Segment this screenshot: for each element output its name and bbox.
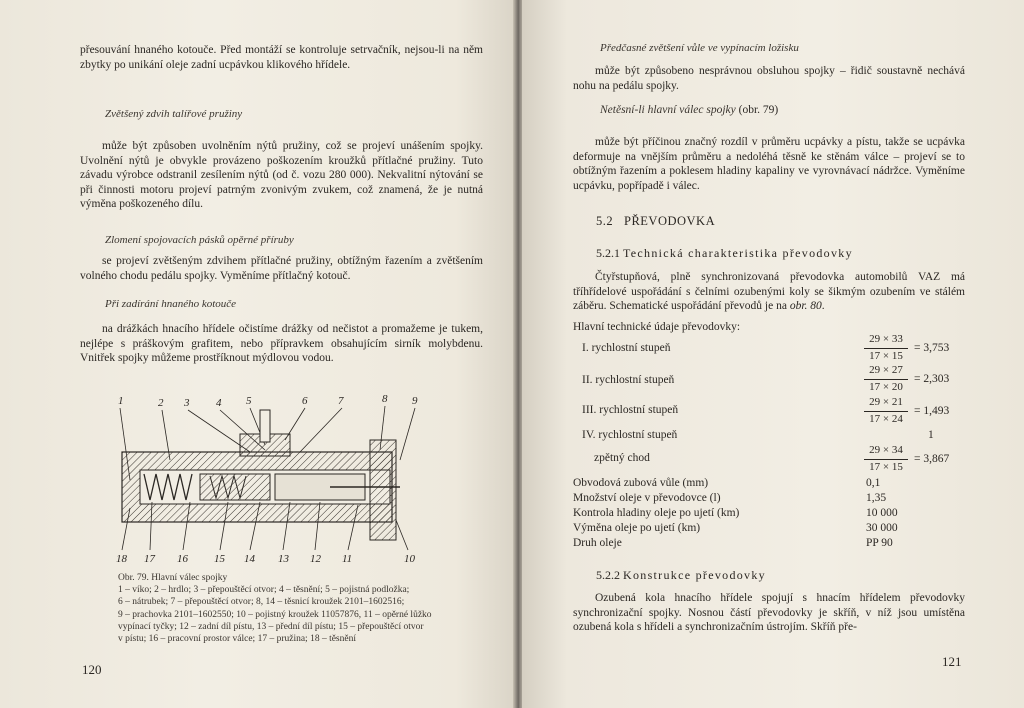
label-6: 6: [302, 395, 308, 407]
spec-backlash-value: 0,1: [866, 477, 881, 489]
gear-1-num: 29 × 33: [869, 333, 903, 345]
figure-bottom-labels: [116, 553, 416, 565]
label-15: 15: [214, 553, 225, 565]
spec-oil-type-value: PP 90: [866, 537, 893, 549]
label-11: 11: [342, 553, 353, 565]
section-title: PŘEVODOVKA: [624, 214, 716, 228]
caption-line-4: vypínací tyčky; 12 – zadní díl pístu, 13 – přední díl pístu; 15 – přepouštěcí otvor: [118, 621, 424, 632]
label-13: 13: [278, 553, 289, 565]
page-number-right: 121: [942, 654, 962, 669]
gear-4-value: 1: [928, 429, 934, 441]
reverse-value: = 3,867: [914, 453, 950, 465]
gear-3-num: 29 × 21: [869, 396, 903, 408]
subsection-1-heading: [596, 246, 853, 261]
caption-title: Obr. 79. Hlavní válec spojky: [118, 573, 228, 583]
section-number: 5.2: [596, 214, 614, 228]
subheading-leaking-cylinder: [600, 104, 778, 116]
spec-backlash-label: Obvodová zubová vůle (mm): [573, 477, 709, 489]
gear-2-label: II. rychlostní stupeň: [582, 374, 675, 386]
subheading-leaking-label: Netěsní-li hlavní válec spojky: [600, 104, 736, 116]
caption-line-1: 1 – víko; 2 – hrdlo; 3 – přepouštěcí otvor; 4 – těsnění; 5 – pojistná podložka;: [118, 585, 410, 596]
subheading-leaking-ref: (obr. 79): [735, 104, 779, 116]
gear-1-label: I. rychlostní stupeň: [582, 342, 671, 354]
subsection-1-title: Technická charakteristika převodovky: [623, 246, 853, 260]
gear-3-fraction-line: [864, 411, 908, 412]
caption-line-2: 6 – nátrubek; 7 – přepouštěcí otvor; 8, 14 – těsnicí kroužek 2101–1602516;: [118, 597, 405, 608]
caption-line-5: v pístu; 16 – pracovní prostor válce; 17 – pružina; 18 – těsnění: [118, 634, 356, 645]
figure-caption: [118, 572, 478, 645]
label-18: 18: [116, 553, 127, 565]
figure-ref: obr. 80: [789, 300, 822, 313]
caption-line-3: 9 – prachovka 2101–1602550; 10 – pojistný kroužek 11057876, 11 – opěrné lůžko: [118, 609, 432, 620]
paragraph-r1: může být způsobeno nesprávnou obsluhou spojky – řidič soustavně nechává nohu na pedálu spojky.: [573, 65, 965, 92]
gear-3-value: = 1,493: [914, 405, 950, 417]
paragraph-r3-end: .: [821, 300, 825, 313]
label-14: 14: [244, 553, 255, 565]
label-12: 12: [310, 553, 321, 565]
gear-1-value: = 3,753: [914, 342, 950, 354]
figure-top-labels: [118, 393, 418, 409]
paragraph-r3: [573, 270, 965, 314]
subheading-3: Při zadírání hnaného kotouče: [105, 298, 237, 310]
spec-oil-amount-value: 1,35: [866, 492, 887, 504]
paragraph-r5: Ozubená kola hnacího hřídele spojují s hnacím hřídelem převodovky synchronizační spojky. Nosnou částí převodovky je skříň, v níž jsou umístěna ozubená kola s hřídeli a synchronizačním ústrojím. Skříň pře-: [573, 592, 965, 634]
spec-oil-check-value: 10 000: [866, 507, 898, 519]
section-heading: [596, 214, 715, 229]
reverse-fraction-line: [864, 459, 908, 460]
spec-oil-change-value: 30 000: [866, 522, 898, 534]
subheading-premature-play: Předčasné zvětšení vůle ve vypínacím ložisku: [600, 42, 799, 54]
gear-2-fraction-line: [864, 379, 908, 380]
label-1: 1: [118, 395, 124, 407]
paragraph-1: přesouvání hnaného kotouče. Před montáží se kontroluje setrvačník, nejsou-li na něm zbytky po unikání oleje zadní ucpávkou klikového hřídele.: [80, 44, 483, 71]
spec-oil-amount-label: Množství oleje v převodovce (l): [573, 492, 721, 504]
label-5: 5: [246, 395, 252, 407]
reverse-den: 17 × 15: [869, 461, 903, 473]
subsection-2-title: Konstrukce převodovky: [623, 568, 766, 582]
label-7: 7: [338, 395, 344, 407]
gear-4-label: IV. rychlostní stupeň: [582, 429, 678, 441]
subsection-2-heading: [596, 568, 766, 583]
right-page: [522, 0, 1024, 708]
paragraph-r2: může být příčinou značný rozdíl v průměru ucpávky a pístu, takže se ucpávka deformuje na vnějším průměru a nedoléhá těsně ke stěnám válce – projeví se to obtížným řazením a poklesem hladiny kapaliny ve vyrovnávací nádržce. Vyměníme ucpávku, popřípadě i válec.: [573, 136, 965, 192]
clutch-master-cylinder-drawing: [100, 390, 440, 570]
reverse-label: zpětný chod: [594, 452, 650, 464]
spec-oil-type-label: Druh oleje: [573, 537, 622, 549]
paragraph-3: se projeví zvětšeným zdvihem přítlačné pružiny, obtížným řazením a zvětšením volného chodu pedálu spojky. Vyměníme přítlačný kotouč.: [80, 255, 483, 282]
spec-oil-change-label: Výměna oleje po ujetí (km): [573, 522, 701, 534]
label-2: 2: [158, 397, 164, 409]
subheading-2: Zlomení spojovacích pásků opěrné příruby: [105, 234, 294, 246]
gear-2-den: 17 × 20: [869, 381, 903, 393]
gear-3-den: 17 × 24: [869, 413, 903, 425]
label-9: 9: [412, 395, 418, 407]
label-8: 8: [382, 393, 388, 405]
subsection-2-number: 5.2.2: [596, 568, 620, 582]
label-4: 4: [216, 397, 222, 409]
spec-oil-check-label: Kontrola hladiny oleje po ujetí (km): [573, 507, 740, 519]
label-17: 17: [144, 553, 155, 565]
gear-1-den: 17 × 15: [869, 350, 903, 362]
paragraph-2: může být způsoben uvolněním nýtů pružiny, což se projeví unášením spojky. Uvolnění nýtů je obvykle provázeno poškozením kroužků přítlačné pružiny. Tuto závadu výrobce odstranil zesílením nýtů (od č. vozu 280 000). Nekvalitní nýtování se při činnosti motoru projeví patrným zvonivým zvukem, což znamená, že je nutná výměna poškozeného dílu.: [80, 140, 483, 211]
gear-1-fraction-line: [864, 348, 908, 349]
gear-2-value: = 2,303: [914, 373, 950, 385]
reverse-num: 29 × 34: [869, 444, 903, 456]
subsection-1-number: 5.2.1: [596, 246, 620, 260]
label-3: 3: [184, 397, 190, 409]
paragraph-r4: Hlavní technické údaje převodovky:: [573, 321, 741, 333]
paragraph-r3-text: Čtyřstupňová, plně synchronizovaná převodovka automobilů VAZ má tříhřídelové uspořádání s čelními ozubenými koly se šikmým ozubením ve stálém záběru. Schematické uspořádání převodů je na: [573, 271, 965, 313]
label-16: 16: [177, 553, 188, 565]
label-10: 10: [404, 553, 415, 565]
page-number-left: 120: [82, 662, 102, 677]
gear-3-label: III. rychlostní stupeň: [582, 404, 679, 416]
gear-2-num: 29 × 27: [869, 364, 903, 376]
subheading-1: Zvětšený zdvih talířové pružiny: [105, 108, 243, 120]
paragraph-4: na drážkách hnacího hřídele očistíme drážky od nečistot a promažeme je tukem, nejlépe s práškovým grafitem, nebo přípravkem obsahujícím sirník molybdenu. Vnitřek spojky můžeme prostříknout mýdlovou vodou.: [80, 323, 483, 365]
